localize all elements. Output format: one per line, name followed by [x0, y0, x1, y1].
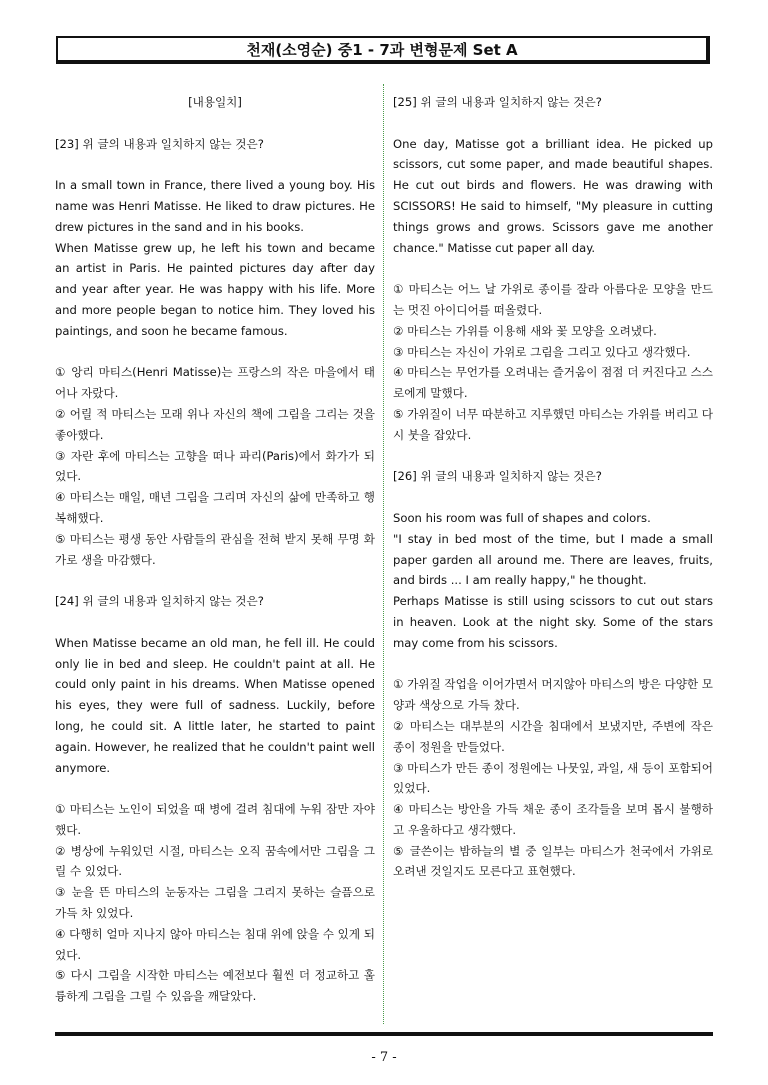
footer-rule	[55, 1032, 713, 1036]
option-26-3: ③ 마티스가 만든 종이 정원에는 나뭇잎, 과일, 새 등이 포함되어 있었다.	[393, 760, 713, 796]
left-column	[55, 92, 375, 1007]
question-25: [25] 위 글의 내용과 일치하지 않는 것은?	[393, 95, 602, 109]
option-25-4: ④ 마티스는 무언가를 오려내는 즐거움이 점점 더 커진다고 스스로에게 말했다.	[393, 365, 713, 401]
option-23-5: ⑤ 마티스는 평생 동안 사람들의 관심을 전혀 받지 못해 무명 화가로 생을 마감했다.	[55, 531, 375, 567]
option-25-1: ① 마티스는 어느 날 가위로 종이를 잘라 아름다운 모양을 만드는 멋진 아이디어를 떠올렸다.	[393, 282, 713, 317]
option-25-3: ③ 마티스는 자신이 가위로 그림을 그리고 있다고 생각했다.	[393, 344, 691, 359]
option-23-3: ③ 자란 후에 마티스는 고향을 떠나 파리(Paris)에서 화가가 되었다.	[55, 448, 375, 484]
passage-23-p2: When Matisse grew up, he left his town and became an artist in Paris. He painted pictures day after day and year after year. He was happy with his life. More and more people began to notice him. They loved his paintings, and soon he became famous.	[55, 240, 375, 338]
column-divider	[383, 84, 384, 1024]
option-24-3: ③ 눈을 뜬 마티스의 눈동자는 그림을 그리지 못하는 슬픔으로 가득 차 있었다.	[55, 885, 375, 921]
passage-23-p1: In a small town in France, there lived a young boy. His name was Henri Matisse. He liked to draw pictures. He drew pictures in the sand and in his books.	[55, 178, 375, 234]
option-24-2: ② 병상에 누워있던 시절, 마티스는 오직 꿈속에서만 그림을 그릴 수 있었다.	[55, 843, 375, 879]
option-26-4: ④ 마티스는 방안을 가득 채운 종이 조각들을 보며 몹시 불행하고 우울하다고 생각했다.	[393, 802, 713, 837]
passage-26-p1: Soon his room was full of shapes and colors.	[393, 510, 651, 525]
option-26-1: ① 가위질 작업을 이어가면서 머지않아 마티스의 방은 다양한 모양과 색상으로 가득 찼다.	[393, 677, 713, 713]
option-24-4: ④ 다행히 얼마 지나지 않아 마티스는 침대 위에 앉을 수 있게 되었다.	[55, 926, 375, 962]
page-number: - 7 -	[371, 1050, 397, 1065]
passage-26-p2: "I stay in bed most of the time, but I made a small paper garden all around me. There are leaves, fruits, and birds ... I am really happy," he thought.	[393, 531, 713, 588]
section-label: [내용일치]	[188, 95, 242, 109]
passage-25: One day, Matisse got a brilliant idea. He picked up scissors, cut some paper, and made beautiful shapes. He cut out birds and flowers. He was drawing with SCISSORS! He said to himself, "My pleasure in cutting things grows and grows. Scissors gave me another chance." Matisse cut paper all day.	[393, 136, 713, 255]
option-25-2: ② 마티스는 가위를 이용해 새와 꽃 모양을 오려냈다.	[393, 323, 657, 338]
option-25-5: ⑤ 가위질이 너무 따분하고 지루했던 마티스는 가위를 버리고 다시 붓을 잡았다.	[393, 406, 713, 442]
question-23: [23] 위 글의 내용과 일치하지 않는 것은?	[55, 136, 264, 151]
option-24-5: ⑤ 다시 그림을 시작한 마티스는 예전보다 훨씬 더 정교하고 훌륭하게 그림을 그릴 수 있음을 깨달았다.	[55, 968, 375, 1004]
option-24-1: ① 마티스는 노인이 되었을 때 병에 걸려 침대에 누워 잠만 자야 했다.	[55, 802, 375, 837]
passage-24: When Matisse became an old man, he fell ill. He could only lie in bed and sleep. He couldn't paint at all. He could only paint in his dreams. When Matisse opened his eyes, they were full of sadness. Luckily, before long, he could sit. A little later, he started to paint again. However, he realized that he couldn't paint well anymore.	[55, 635, 375, 775]
right-column	[393, 92, 713, 882]
page-title: 천재(소영순) 중1 - 7과 변형문제 Set A	[56, 36, 710, 64]
option-23-2: ② 어릴 적 마티스는 모래 위나 자신의 책에 그림을 그리는 것을 좋아했다.	[55, 406, 375, 442]
question-26: [26] 위 글의 내용과 일치하지 않는 것은?	[393, 469, 602, 484]
passage-26-p3: Perhaps Matisse is still using scissors to cut out stars in heaven. Look at the night sky. Some of the stars may come from his scissors.	[393, 594, 713, 650]
option-23-1: ① 앙리 마티스(Henri Matisse)는 프랑스의 작은 마을에서 태어나 자랐다.	[55, 365, 375, 401]
option-26-2: ② 마티스는 대부분의 시간을 침대에서 보냈지만, 주변에 작은 종이 정원을 만들었다.	[393, 718, 713, 754]
option-23-4: ④ 마티스는 매일, 매년 그림을 그리며 자신의 삶에 만족하고 행복해했다.	[55, 490, 375, 525]
question-24: [24] 위 글의 내용과 일치하지 않는 것은?	[55, 594, 264, 609]
option-26-5: ⑤ 글쓴이는 밤하늘의 별 중 일부는 마티스가 천국에서 가위로 오려낸 것일지도 모른다고 표현했다.	[393, 843, 713, 879]
